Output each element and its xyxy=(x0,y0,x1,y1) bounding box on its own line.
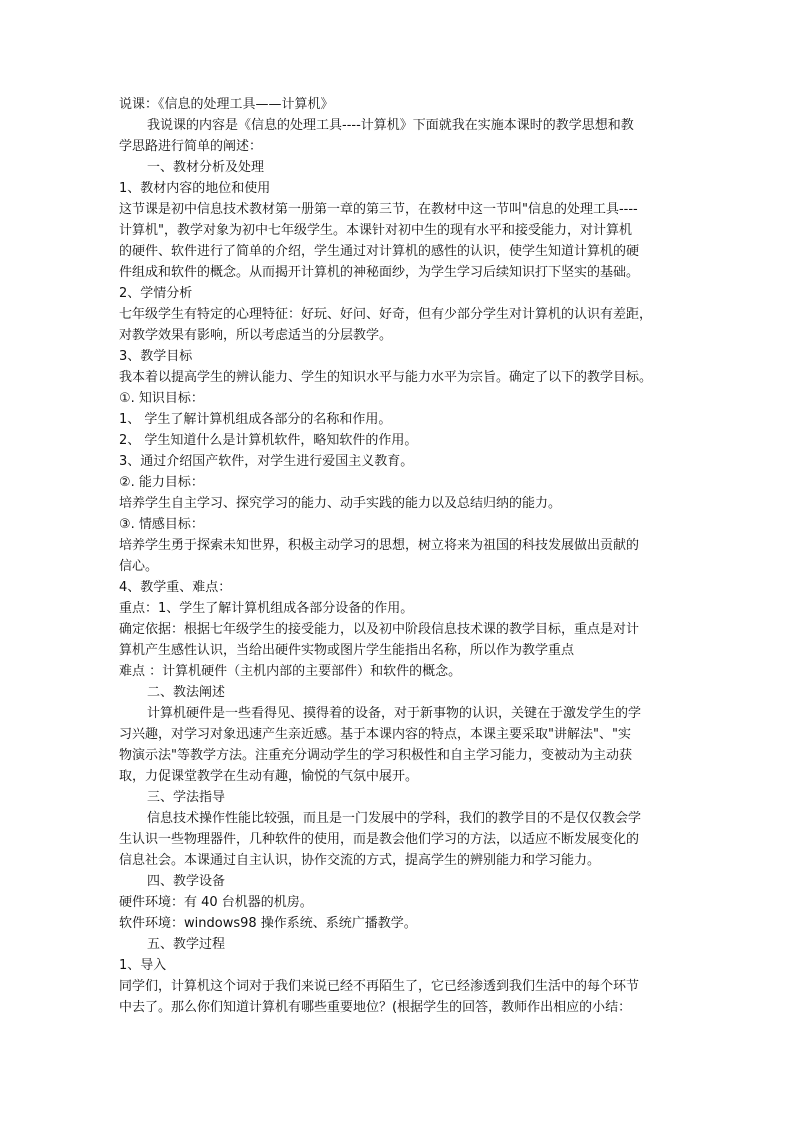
text-line: 信心。 xyxy=(119,559,159,574)
text-line: 1、教材内容的地位和使用 xyxy=(119,181,271,196)
text-line: 取，力促课堂教学在生动有趣，愉悦的气氛中展开。 xyxy=(119,769,419,784)
text-line: 培养学生勇于探索未知世界，积极主动学习的思想，树立将来为祖国的科技发展做出贡献的 xyxy=(119,538,640,553)
text-line: 信息社会。本课通过自主认识，协作交流的方式，提高学生的辨别能力和学习能力。 xyxy=(119,853,601,868)
text-line: 重点：1、学生了解计算机组成各部分设备的作用。 xyxy=(119,601,414,616)
text-line: 物演示法"等教学方法。注重充分调动学生的学习积极性和自主学习能力，变被动为主动获 xyxy=(119,748,632,763)
text-line: 对教学效果有影响，所以考虑适当的分层教学。 xyxy=(119,328,393,343)
text-line: 习兴趣，对学习对象迅速产生亲近感。基于本课内容的特点，本课主要采取"讲解法"、"实 xyxy=(119,727,631,742)
text-line: 计算机"，教学对象为初中七年级学生。本课针对初中生的现有水平和接受能力，对计算机 xyxy=(119,223,632,238)
text-line: 算机产生感性认识，当给出硬件实物或图片学生能指出名称，所以作为教学重点 xyxy=(119,643,575,658)
text-line: 我本着以提高学生的辨认能力、学生的知识水平与能力水平为宗旨。确定了以下的教学目标。 xyxy=(119,370,653,385)
text-line: 3、通过介绍国产软件，对学生进行爱国主义教育。 xyxy=(119,454,414,469)
text-line: 信息技术操作性能比较强，而且是一门发展中的学科，我们的教学目的不是仅仅教会学 xyxy=(147,811,642,826)
text-line: 中去了。那么你们知道计算机有哪些重要地位？(根据学生的回答，教师作出相应的小结： xyxy=(119,1000,632,1015)
text-line: 七年级学生有特定的心理特征：好玩、好问、好奇，但有少部分学生对计算机的认识有差距， xyxy=(119,307,653,322)
text-line: 培养学生自主学习、探究学习的能力、动手实践的能力以及总结归纳的能力。 xyxy=(119,496,562,511)
text-line: 软件环境：windows98 操作系统、系统广播教学。 xyxy=(119,916,417,931)
text-line: 我说课的内容是《信息的处理工具----计算机》下面就我在实施本课时的教学思想和教 xyxy=(147,118,634,133)
text-line: 的硬件、软件进行了简单的介绍，学生通过对计算机的感性的认识，使学生知道计算机的硬 xyxy=(119,244,640,259)
document-body xyxy=(119,94,679,1018)
text-line: ①. 知识目标： xyxy=(119,391,204,406)
text-line: 这节课是初中信息技术教材第一册第一章的第三节，在教材中这一节叫"信息的处理工具---- xyxy=(119,202,638,217)
text-line: 1、导入 xyxy=(119,958,167,973)
text-line: 难点 ：计算机硬件（主机内部的主要部件）和软件的概念。 xyxy=(119,664,462,679)
text-line: 说课：《信息的处理工具——计算机》 xyxy=(119,97,334,112)
text-line: 三、学法指导 xyxy=(147,790,226,805)
text-line: 确定依据：根据七年级学生的接受能力，以及初中阶段信息技术课的教学目标，重点是对计 xyxy=(119,622,640,637)
text-line: 件组成和软件的概念。从而揭开计算机的神秘面纱，为学生学习后续知识打下坚实的基础。 xyxy=(119,265,640,280)
text-line: 四、教学设备 xyxy=(147,874,226,889)
text-line: 学思路进行简单的阐述： xyxy=(119,139,263,154)
text-line: 1、 学生了解计算机组成各部分的名称和作用。 xyxy=(119,412,392,427)
text-line: ②. 能力目标： xyxy=(119,475,204,490)
text-line: 2、学情分析 xyxy=(119,286,193,301)
text-line: 硬件环境：有 40 台机器的机房。 xyxy=(119,895,313,910)
text-line: 生认识一些物理器件，几种软件的使用，而是教会他们学习的方法，以适应不断发展变化的 xyxy=(119,832,640,847)
text-line: 一、教材分析及处理 xyxy=(147,160,265,175)
text-line: 五、教学过程 xyxy=(147,937,226,952)
text-line: 计算机硬件是一些看得见、摸得着的设备，对于新事物的认识，关键在于激发学生的学 xyxy=(147,706,642,721)
text-line: ③. 情感目标： xyxy=(119,517,204,532)
text-line: 4、教学重、难点： xyxy=(119,580,232,595)
text-line: 2、 学生知道什么是计算机软件，略知软件的作用。 xyxy=(119,433,418,448)
text-line: 同学们，计算机这个词对于我们来说已经不再陌生了，它已经渗透到我们生活中的每个环节 xyxy=(119,979,640,994)
text-line: 3、教学目标 xyxy=(119,349,193,364)
text-line: 二、教法阐述 xyxy=(147,685,226,700)
